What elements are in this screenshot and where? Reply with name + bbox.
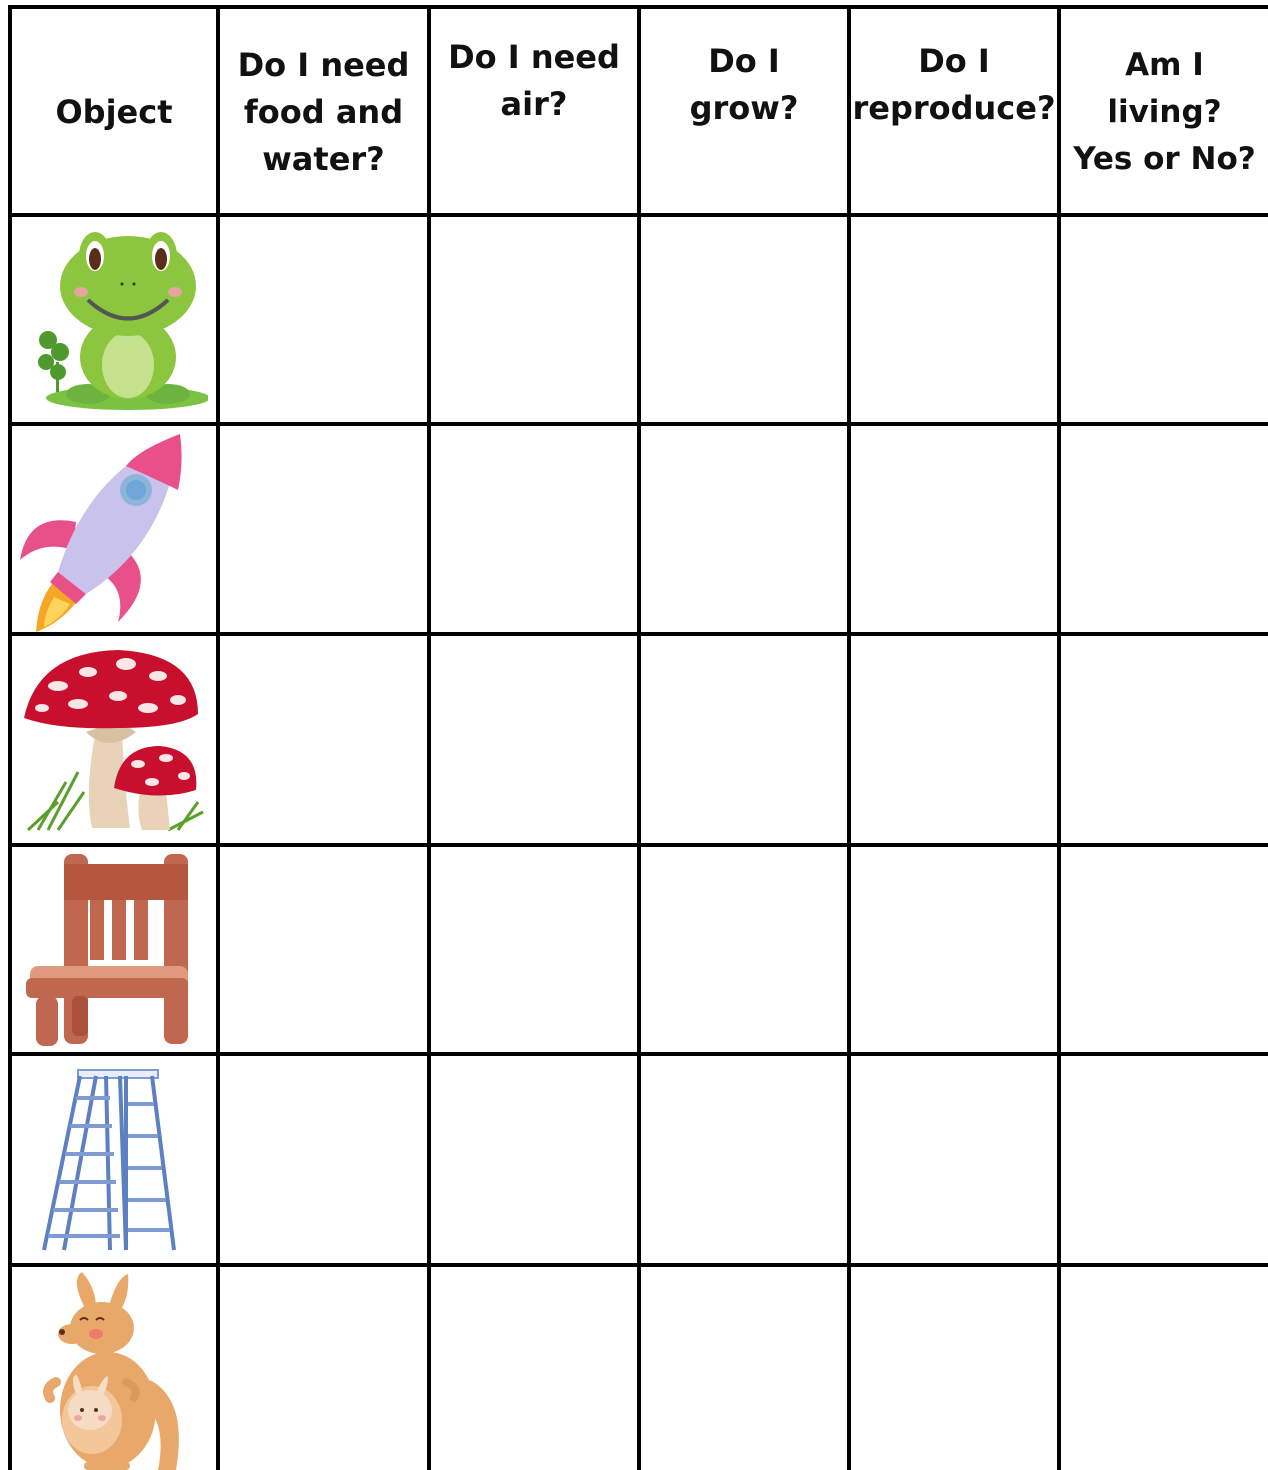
- column-divider: [427, 5, 431, 1470]
- header-object: [12, 10, 216, 214]
- header-line: Do I need: [448, 38, 620, 76]
- column-divider: [216, 5, 220, 1470]
- header-line: food and: [243, 92, 404, 131]
- header-line: Do I: [918, 42, 990, 80]
- row-divider: [10, 422, 1268, 426]
- column-divider: [1057, 5, 1061, 1470]
- header-reproduce: [851, 38, 1057, 158]
- kangaroo-icon: [30, 1270, 190, 1470]
- chair-icon: [24, 850, 194, 1050]
- frog-icon: [18, 222, 208, 414]
- column-divider: [637, 5, 641, 1470]
- header-grow: [641, 38, 847, 158]
- mushroom-icon: [18, 642, 208, 834]
- header-line: Do I need: [237, 45, 410, 84]
- header-line: living?: [1107, 93, 1222, 130]
- row-divider: [10, 1263, 1268, 1267]
- header-line: Object: [55, 92, 173, 131]
- header-line: Yes or No?: [1073, 140, 1256, 177]
- column-divider: [847, 5, 851, 1470]
- header-food-and-water: [220, 10, 427, 214]
- header-line: air?: [500, 85, 568, 123]
- row-divider: [10, 843, 1268, 847]
- row-divider: [10, 632, 1268, 636]
- header-line: Do I: [708, 42, 780, 80]
- row-divider: [10, 1052, 1268, 1056]
- table-border-left: [8, 5, 12, 1470]
- table-border-top: [10, 5, 1268, 9]
- header-line: reproduce?: [852, 89, 1056, 127]
- rocket-icon: [18, 432, 188, 632]
- header-line: Am I: [1125, 46, 1204, 83]
- header-line: grow?: [689, 89, 799, 127]
- header-need-air: [431, 34, 637, 154]
- ladder-icon: [40, 1068, 180, 1256]
- header-am-i-living: [1061, 10, 1268, 214]
- header-line: water?: [262, 139, 385, 178]
